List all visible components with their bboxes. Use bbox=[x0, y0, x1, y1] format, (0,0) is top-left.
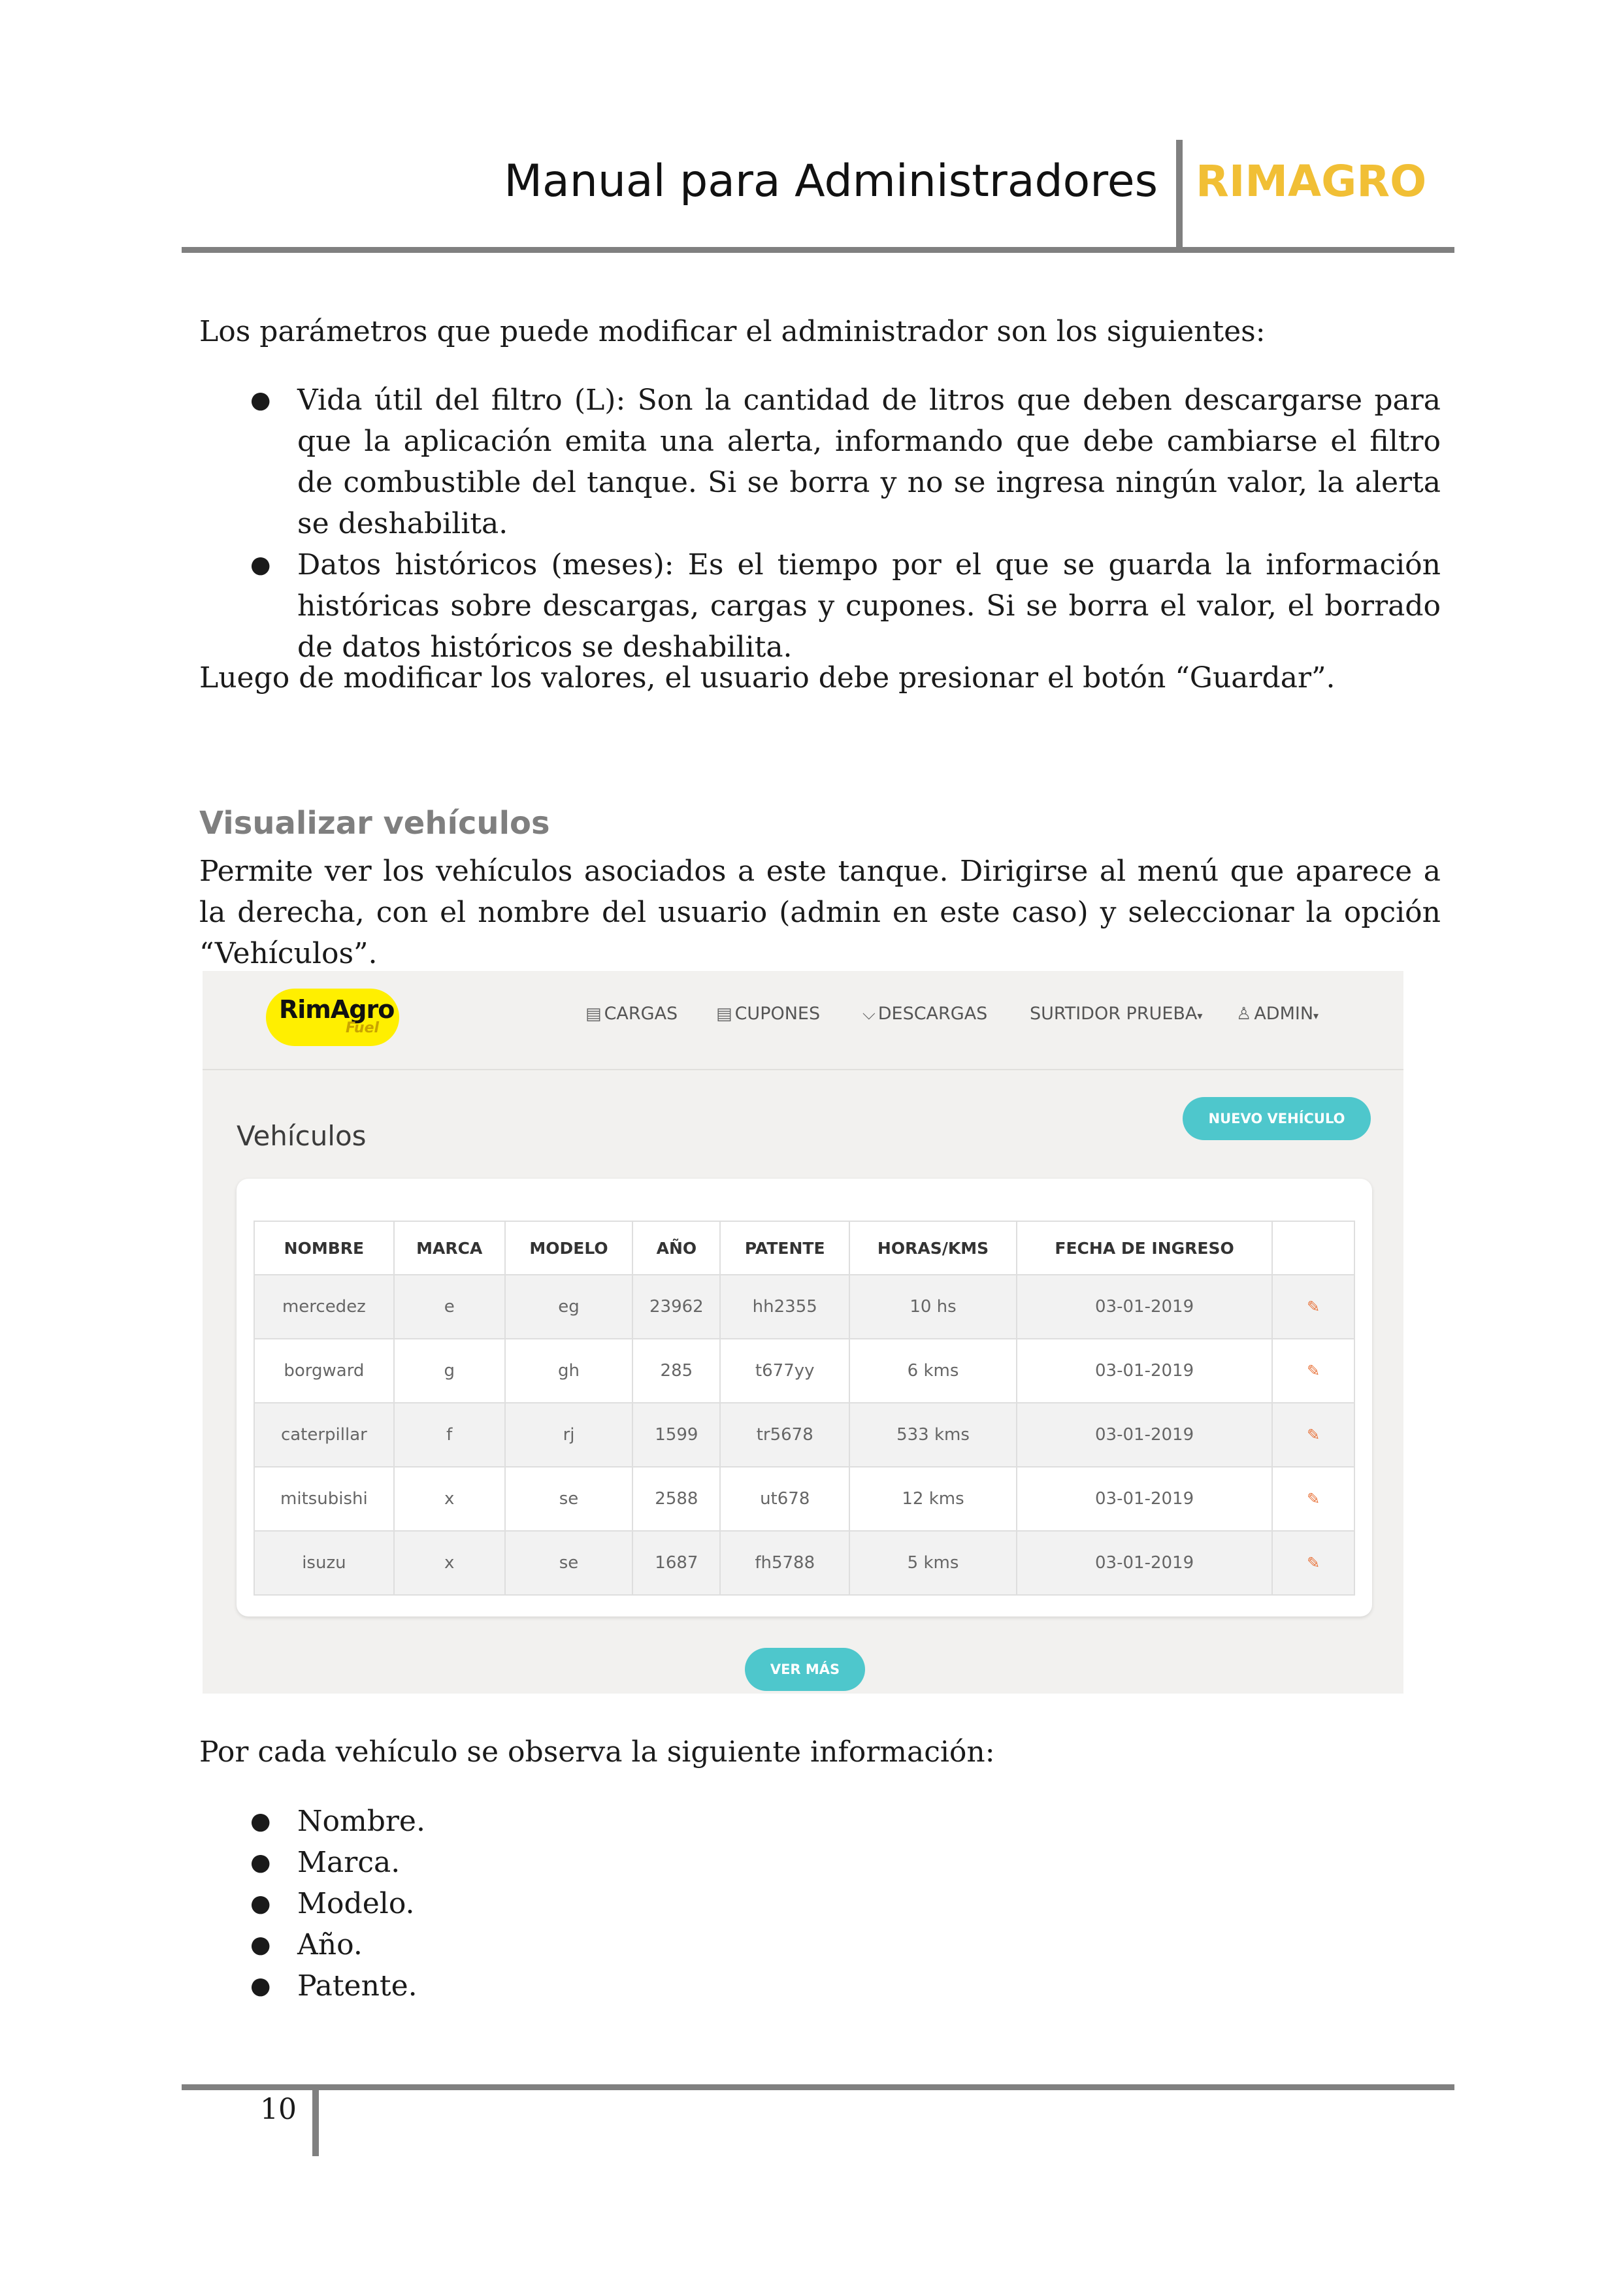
table-row[interactable] bbox=[254, 1467, 1354, 1531]
column-header[interactable]: HORAS/KMS bbox=[849, 1221, 1017, 1275]
list-item-text: Modelo. bbox=[297, 1887, 415, 1920]
app-logo[interactable] bbox=[266, 989, 399, 1046]
cell-fecha: 03-01-2019 bbox=[1017, 1467, 1272, 1531]
pencil-icon[interactable]: ✎ bbox=[1307, 1554, 1320, 1572]
caret-down-icon: ▾ bbox=[1313, 1009, 1319, 1022]
bullet-icon: ● bbox=[250, 1849, 271, 1876]
table-row[interactable] bbox=[254, 1403, 1354, 1467]
column-header[interactable]: PATENTE bbox=[720, 1221, 849, 1275]
cell-anio: 1687 bbox=[632, 1531, 720, 1595]
cell-anio: 23962 bbox=[632, 1275, 720, 1339]
pencil-icon[interactable]: ✎ bbox=[1307, 1298, 1320, 1316]
user-icon: ♙ bbox=[1236, 1004, 1252, 1024]
cell-patente: tr5678 bbox=[720, 1403, 849, 1467]
vehicles-card bbox=[237, 1179, 1372, 1616]
page-number: 10 bbox=[260, 2093, 297, 2126]
page-title: Vehículos bbox=[237, 1120, 367, 1152]
nav-cupones[interactable] bbox=[716, 1004, 820, 1024]
footer-separator bbox=[312, 2084, 319, 2156]
see-more-button[interactable]: VER MÁS bbox=[745, 1648, 865, 1691]
cell-patente: ut678 bbox=[720, 1467, 849, 1531]
nav-label: DESCARGAS bbox=[877, 1004, 988, 1024]
bullet-icon: ● bbox=[250, 1890, 271, 1917]
edit-cell bbox=[1272, 1531, 1354, 1595]
cell-nombre: mitsubishi bbox=[254, 1467, 394, 1531]
app-navbar bbox=[203, 971, 1403, 1070]
cell-marca: x bbox=[394, 1467, 505, 1531]
edit-cell bbox=[1272, 1275, 1354, 1339]
list-item-text: Nombre. bbox=[297, 1805, 425, 1838]
after-params-paragraph: Luego de modificar los valores, el usuario debe presionar el botón “Guardar”. bbox=[199, 661, 1336, 695]
edit-cell bbox=[1272, 1467, 1354, 1531]
cell-patente: fh5788 bbox=[720, 1531, 849, 1595]
nav-label: SURTIDOR PRUEBA bbox=[1030, 1004, 1198, 1024]
bullet-icon: ● bbox=[250, 1931, 271, 1958]
table-row[interactable] bbox=[254, 1339, 1354, 1403]
document-icon: ▤ bbox=[585, 1004, 602, 1024]
section-heading: Visualizar vehículos bbox=[199, 805, 550, 842]
document-title: Manual para Administradores bbox=[504, 156, 1158, 207]
bullet-icon: ● bbox=[250, 551, 271, 578]
list-item bbox=[199, 1965, 1441, 2007]
edit-cell bbox=[1272, 1403, 1354, 1467]
list-item-text: Patente. bbox=[297, 1969, 418, 2003]
bullet-icon: ● bbox=[250, 1808, 271, 1835]
info-list bbox=[199, 1801, 1441, 2007]
parameter-list bbox=[199, 380, 1441, 668]
cell-modelo: gh bbox=[505, 1339, 633, 1403]
cell-fecha: 03-01-2019 bbox=[1017, 1275, 1272, 1339]
column-header-actions bbox=[1272, 1221, 1354, 1275]
cell-horas-kms: 5 kms bbox=[849, 1531, 1017, 1595]
chevron-down-icon: ⌵ bbox=[862, 1004, 876, 1024]
cell-patente: hh2355 bbox=[720, 1275, 849, 1339]
header-separator bbox=[1176, 140, 1183, 250]
column-header[interactable]: NOMBRE bbox=[254, 1221, 394, 1275]
cell-modelo: se bbox=[505, 1531, 633, 1595]
column-header[interactable]: FECHA DE INGRESO bbox=[1017, 1221, 1272, 1275]
cell-marca: e bbox=[394, 1275, 505, 1339]
cell-anio: 2588 bbox=[632, 1467, 720, 1531]
bullet-icon: ● bbox=[250, 1973, 271, 1999]
list-item-text: Datos históricos (meses): Es el tiempo por el que se guarda la información históricas sobre descargas, cargas y cupones. Si se borra el valor, el borrado de datos históricos se deshabilita. bbox=[297, 548, 1441, 664]
vehicles-table bbox=[254, 1221, 1355, 1596]
nav-cargas[interactable] bbox=[585, 1004, 678, 1024]
document-icon: ▤ bbox=[716, 1004, 732, 1024]
app-screenshot bbox=[203, 971, 1403, 1694]
bullet-icon: ● bbox=[250, 387, 271, 414]
cell-marca: g bbox=[394, 1339, 505, 1403]
nav-admin-dropdown[interactable] bbox=[1236, 1004, 1319, 1024]
cell-marca: x bbox=[394, 1531, 505, 1595]
brand-name: RIMAGRO bbox=[1196, 156, 1427, 206]
cell-horas-kms: 6 kms bbox=[849, 1339, 1017, 1403]
pencil-icon[interactable]: ✎ bbox=[1307, 1362, 1320, 1380]
cell-anio: 285 bbox=[632, 1339, 720, 1403]
cell-marca: f bbox=[394, 1403, 505, 1467]
nav-label: CUPONES bbox=[734, 1004, 821, 1024]
intro-paragraph: Los parámetros que puede modificar el administrador son los siguientes: bbox=[199, 315, 1266, 348]
table-header-row bbox=[254, 1221, 1354, 1275]
nav-surtidor-dropdown[interactable] bbox=[1030, 1004, 1202, 1024]
list-item-text: Marca. bbox=[297, 1846, 401, 1879]
cell-horas-kms: 533 kms bbox=[849, 1403, 1017, 1467]
pencil-icon[interactable]: ✎ bbox=[1307, 1490, 1320, 1508]
cell-nombre: caterpillar bbox=[254, 1403, 394, 1467]
list-item-text: Año. bbox=[297, 1928, 363, 1961]
cell-fecha: 03-01-2019 bbox=[1017, 1531, 1272, 1595]
logo-text: RimAgro bbox=[279, 995, 395, 1024]
cell-modelo: rj bbox=[505, 1403, 633, 1467]
logo-subtext: Fuel bbox=[346, 1020, 380, 1036]
cell-nombre: isuzu bbox=[254, 1531, 394, 1595]
nav-label: ADMIN bbox=[1254, 1004, 1314, 1024]
column-header[interactable]: MARCA bbox=[394, 1221, 505, 1275]
list-item bbox=[199, 1801, 1441, 1842]
header-rule bbox=[182, 247, 1454, 253]
new-vehicle-button[interactable]: NUEVO VEHÍCULO bbox=[1183, 1097, 1371, 1140]
footer-rule bbox=[182, 2084, 1454, 2090]
info-intro-paragraph: Por cada vehículo se observa la siguiente información: bbox=[199, 1735, 995, 1769]
list-item-text: Vida útil del filtro (L): Son la cantidad de litros que deben descargarse para que la aplicación emita una alerta, informando que debe cambiarse el filtro de combustible del tanque. Si se borra y no se ingresa ningún valor, la alerta se deshabilita. bbox=[297, 384, 1441, 540]
cell-patente: t677yy bbox=[720, 1339, 849, 1403]
table-row[interactable] bbox=[254, 1531, 1354, 1595]
cell-horas-kms: 10 hs bbox=[849, 1275, 1017, 1339]
nav-label: CARGAS bbox=[604, 1004, 678, 1024]
cell-anio: 1599 bbox=[632, 1403, 720, 1467]
pencil-icon[interactable]: ✎ bbox=[1307, 1426, 1320, 1444]
edit-cell bbox=[1272, 1339, 1354, 1403]
section-paragraph: Permite ver los vehículos asociados a este tanque. Dirigirse al menú que aparece a la derecha, con el nombre del usuario (admin en este caso) y seleccionar la opción “Vehículos”. bbox=[199, 855, 1441, 970]
cell-modelo: se bbox=[505, 1467, 633, 1531]
cell-fecha: 03-01-2019 bbox=[1017, 1339, 1272, 1403]
list-item bbox=[199, 544, 1441, 668]
list-item bbox=[199, 1883, 1441, 1924]
caret-down-icon: ▾ bbox=[1197, 1009, 1203, 1022]
list-item bbox=[199, 1842, 1441, 1883]
cell-nombre: mercedez bbox=[254, 1275, 394, 1339]
list-item bbox=[199, 380, 1441, 544]
cell-nombre: borgward bbox=[254, 1339, 394, 1403]
column-header[interactable]: MODELO bbox=[505, 1221, 633, 1275]
nav-descargas[interactable] bbox=[862, 1004, 987, 1025]
cell-fecha: 03-01-2019 bbox=[1017, 1403, 1272, 1467]
table-row[interactable] bbox=[254, 1275, 1354, 1339]
list-item bbox=[199, 1924, 1441, 1965]
cell-horas-kms: 12 kms bbox=[849, 1467, 1017, 1531]
column-header[interactable]: AÑO bbox=[632, 1221, 720, 1275]
cell-modelo: eg bbox=[505, 1275, 633, 1339]
